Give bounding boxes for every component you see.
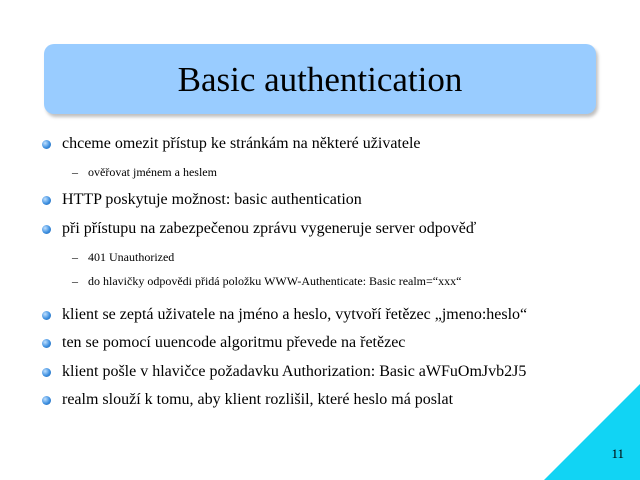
dash-icon: – (72, 274, 78, 288)
bullet-text: klient se zeptá uživatele na jméno a heslo, vytvoří řetězec „jmeno:heslo“ (62, 306, 528, 323)
bullet-dot-icon (42, 368, 51, 377)
page-number: 11 (611, 446, 624, 461)
bullet-item (62, 135, 421, 153)
bullet-item (62, 191, 362, 209)
bullet-dot-icon (42, 396, 51, 405)
bullet-text: klient pošle v hlavičce požadavku Authorization: Basic aWFuOmJvb2J5 (62, 363, 527, 380)
bullet-dot-icon (42, 225, 51, 234)
slide-title: Basic authentication (177, 59, 463, 99)
sub-bullet-text: 401 Unauthorized (88, 250, 175, 264)
bullet-text: realm slouží k tomu, aby klient rozlišil, které heslo má poslat (62, 391, 454, 408)
sub-bullet-text: do hlavičky odpovědi přidá položku WWW-Authenticate: Basic realm=“xxx“ (88, 274, 462, 288)
bullet-dot-icon (42, 339, 51, 348)
sub-bullet-item (72, 250, 175, 265)
dash-icon: – (72, 250, 78, 264)
sub-bullet-item (72, 165, 217, 180)
corner-decoration (544, 384, 640, 480)
bullet-text: při přístupu na zabezpečenou zprávu vygeneruje server odpověď (62, 220, 477, 237)
bullet-dot-icon (42, 311, 51, 320)
bullet-item (62, 220, 476, 238)
bullet-item (62, 306, 527, 324)
bullet-item (62, 363, 526, 381)
sub-bullet-text: ověřovat jménem a heslem (88, 165, 217, 179)
bullet-item (62, 391, 453, 409)
bullet-dot-icon (42, 196, 51, 205)
bullet-text: HTTP poskytuje možnost: basic authentication (62, 191, 362, 208)
bullet-text: chceme omezit přístup ke stránkám na některé uživatele (62, 135, 421, 152)
bullet-dot-icon (42, 140, 51, 149)
sub-bullet-item (72, 274, 462, 289)
bullet-item (62, 334, 405, 352)
bullet-text: ten se pomocí uuencode algoritmu převede na řetězec (62, 334, 406, 351)
dash-icon: – (72, 165, 78, 179)
